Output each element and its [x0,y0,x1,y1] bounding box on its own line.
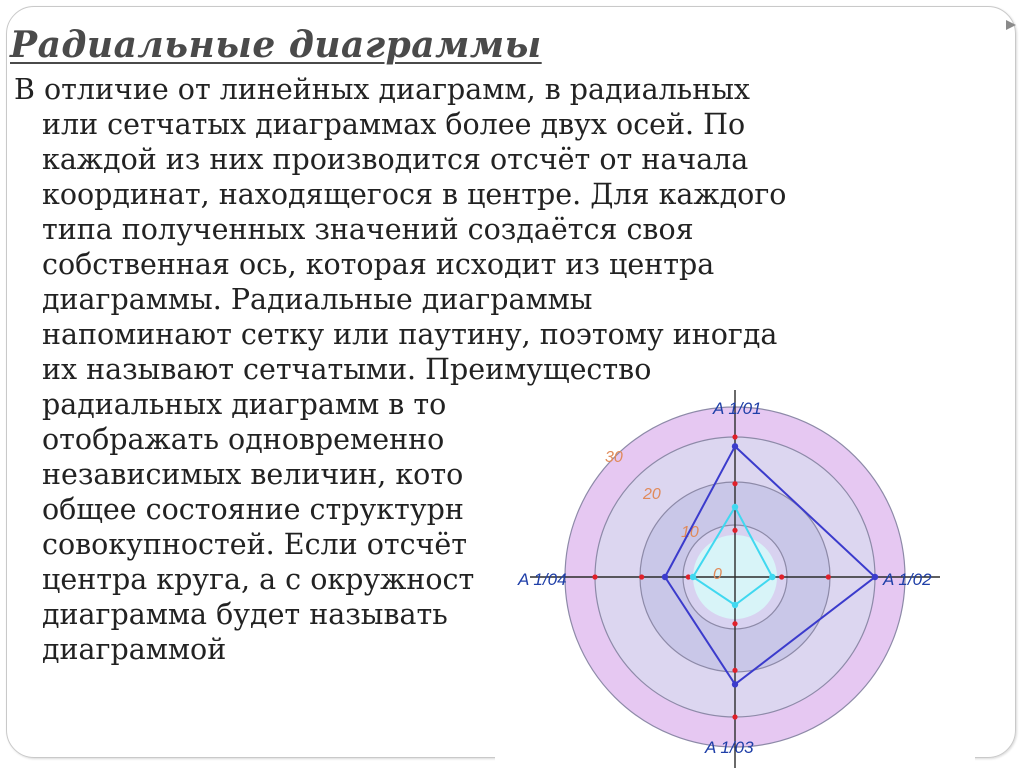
radar-ring-label: 30 [605,449,623,466]
radar-chart [495,390,975,768]
paragraph-line: В отличие от линейных диаграмм, в радиальных [14,73,750,106]
radar-axis-tick [592,574,597,579]
radar-series-point [690,574,696,580]
paragraph-line: диаграммой [42,633,227,666]
radar-axis-tick [732,528,737,533]
radar-axis-label: A 1/04 [518,570,567,589]
paragraph-line: центра круга, а с окружност [42,563,475,596]
radar-axis-tick [732,714,737,719]
paragraph-line: собственная ось, которая исходит из центра [42,248,715,281]
paragraph-line: диаграммы. Радиальные диаграммы [42,283,593,316]
paragraph-line: совокупностей. Если отсчёт [42,528,468,561]
radar-axis-label: A 1/01 [713,399,762,418]
paragraph-line: типа полученных значений создаётся своя [42,213,694,246]
radar-axis-tick [732,621,737,626]
paragraph-line: отображать одновременно [42,423,445,456]
radar-axis-tick [826,574,831,579]
radar-axis-label: A 1/03 [705,738,754,757]
radar-ring-label: 10 [681,524,699,541]
radar-ring-label: 20 [643,486,661,503]
radar-series-point [732,681,738,687]
paragraph-line: координат, находящегося в центре. Для каждого [42,178,787,211]
slide-corner-arrow-icon [1006,20,1016,30]
radar-axis-tick [732,481,737,486]
radar-series-point [769,574,775,580]
paragraph-line: диаграмма будет называть [42,598,448,631]
slide-title: Радиальные диаграммы [10,24,542,66]
radar-axis-tick [779,574,784,579]
paragraph-line: напоминают сетку или паутину, поэтому иногда [42,318,778,351]
radar-axis-tick [732,434,737,439]
paragraph-line: общее состояние структурн [42,493,464,526]
radar-series-point [732,602,738,608]
paragraph-line: радиальных диаграмм в то [42,388,447,421]
radar-series-point [872,574,878,580]
paragraph-line: каждой из них производится отсчёт от начала [42,143,749,176]
radar-chart-svg [495,390,975,768]
radar-series-point [732,443,738,449]
paragraph-line: их называют сетчатыми. Преимущество [42,353,652,386]
radar-axis-tick [732,668,737,673]
radar-series-point [662,574,668,580]
paragraph-line: независимых величин, кото [42,458,464,491]
radar-series-point [732,504,738,510]
radar-ring-label: 0 [713,566,722,583]
radar-axis-label: A 1/02 [883,570,932,589]
paragraph-line: или сетчатых диаграммах более двух осей. По [42,108,746,141]
radar-axis-tick [639,574,644,579]
